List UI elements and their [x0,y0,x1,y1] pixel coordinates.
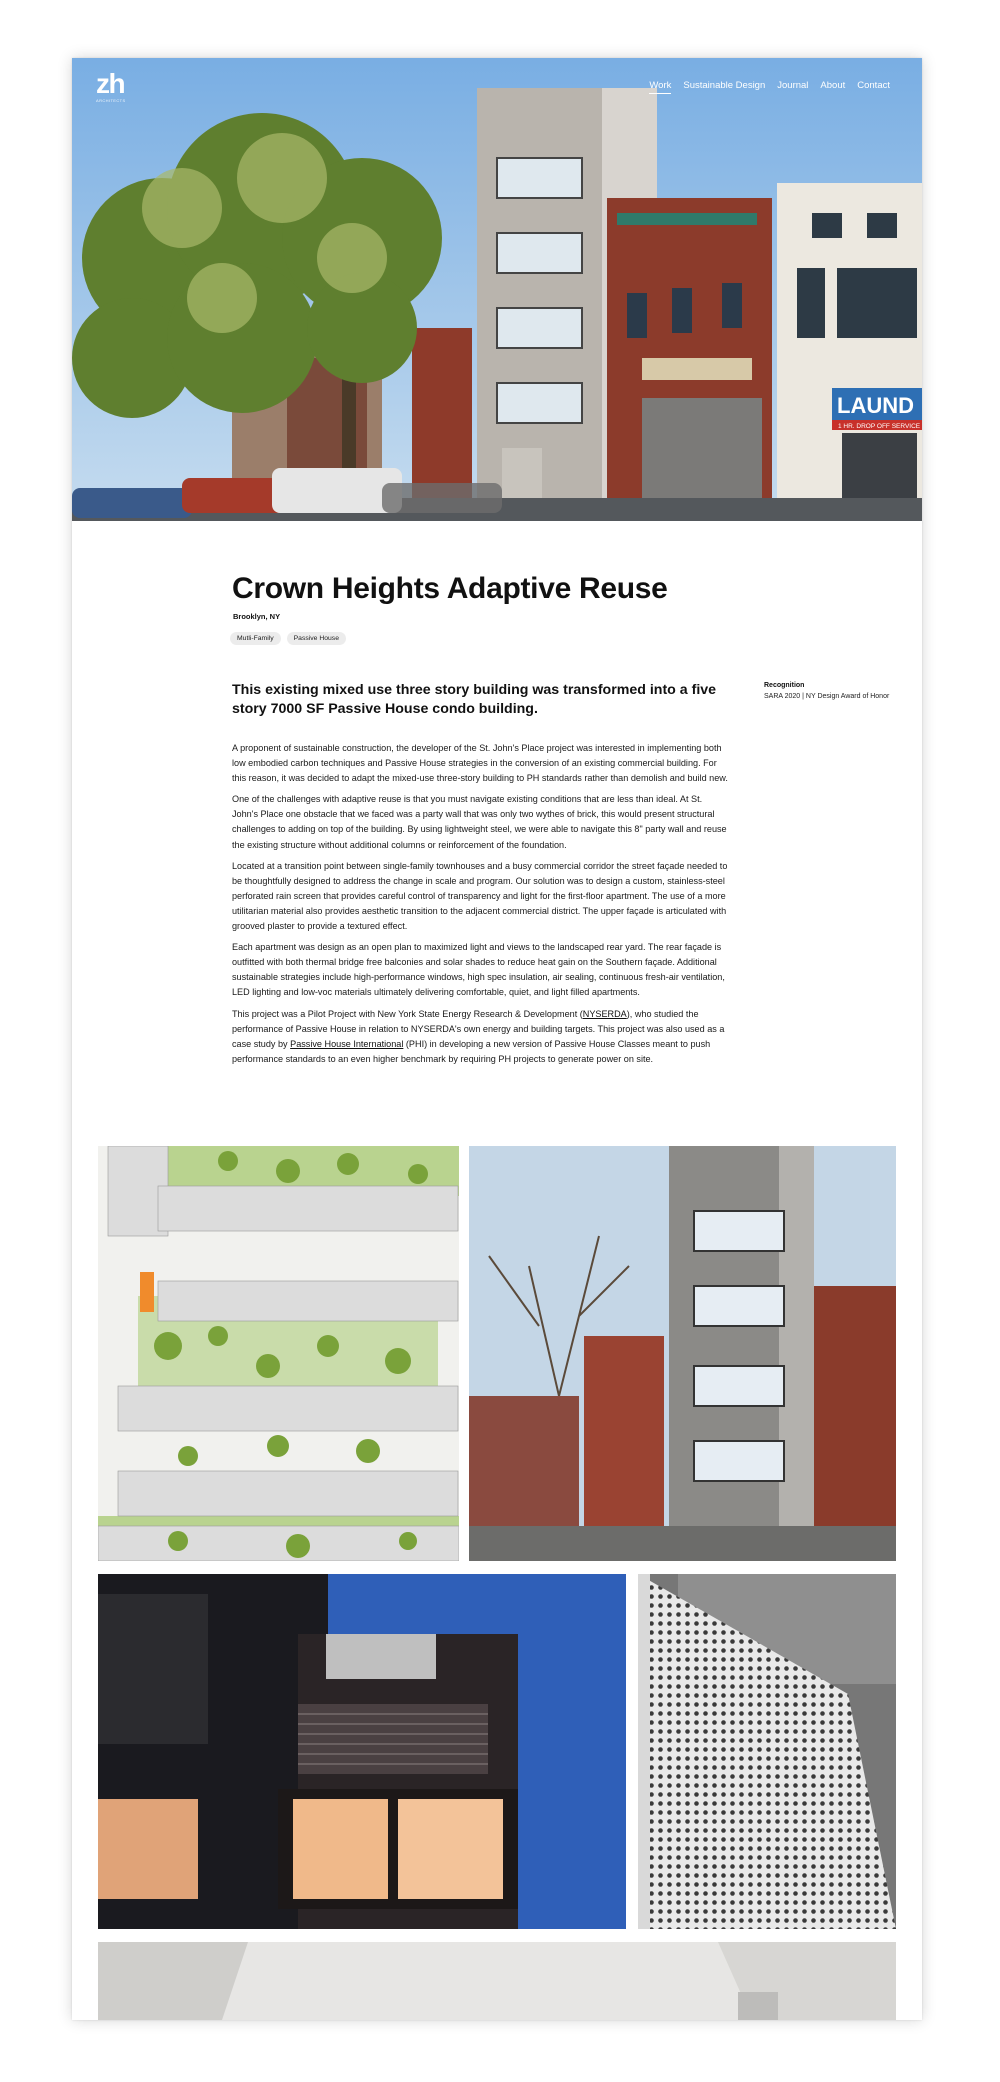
tag-passive-house[interactable]: Passive House [287,632,346,645]
nav-work[interactable]: Work [649,80,671,94]
paragraph-5-text-b: ), who studied the performance of Passive House in relation to NYSERDA's own energy and building targets. This project was also used as a case study by [232,1008,725,1049]
nav-journal[interactable]: Journal [777,80,809,91]
nyserda-link[interactable]: NYSERDA [582,1008,627,1019]
recognition-block [764,682,904,700]
project-description [232,741,729,1073]
gallery-rear-balconies[interactable] [98,1574,626,1929]
recognition-heading: Recognition [764,682,805,689]
main-nav [649,80,890,94]
gallery-site-plan[interactable] [98,1146,459,1561]
gallery-interior[interactable] [98,1942,896,2020]
recognition-item: SARA 2020 | NY Design Award of Honor [764,693,890,700]
laundry-sign: LAUND [837,393,914,418]
hero-street-photo [72,58,922,521]
gallery-perforated-screen[interactable] [638,1574,896,1929]
paragraph-1: A proponent of sustainable construction, the developer of the St. John's Place project was interested in implementing both low embodied carbon techniques and Passive House strategies in the conversion of an existing commercial building. For this reason, it was decided to adapt the mixed-use three-story building to PH standards rather than demolish and build new. [232,743,728,784]
logo-mark: zh [96,68,125,99]
paragraph-5 [232,1007,729,1067]
hero-image [72,58,922,521]
nav-contact[interactable]: Contact [857,80,890,91]
perforated-screen-photo [638,1574,896,1929]
paragraph-2: One of the challenges with adaptive reuse is that you must navigate existing conditions that are less than ideal. At St. John's Place one obstacle that we faced was a party wall that was only two wythes of brick, this would present structural challenges to adding on top of the building. By using lightweight steel, we were able to navigate this 8" party wall and reuse the existing structure without additional columns or reinforcement of the foundation. [232,794,727,850]
project-location: Brooklyn, NY [233,612,281,621]
interior-photo [98,1942,896,2020]
paragraph-3: Located at a transition point between single-family townhouses and a busy commercial corridor the street façade needed to be thoughtfully designed to address the change in scale and program. Our solution was to design a custom, stainless-steel perforated rain screen that provides careful control of transparency and light for the first-floor apartment. The use of a more utilitarian material also provides aesthetic transition to the adjacent commercial district. The upper façade is articulated with grooved plaster to provide a textured effect. [232,860,728,932]
phi-link[interactable]: Passive House International [290,1038,404,1049]
nav-about[interactable]: About [820,80,846,91]
gallery-facade-photo[interactable] [469,1146,896,1561]
nav-sustainable-design[interactable]: Sustainable Design [683,80,766,91]
paragraph-5-text-a: This project was a Pilot Project with New York State Energy Research & Development ( [232,1008,583,1019]
logo-subtitle: ARCHITECTS [96,98,126,103]
paragraph-4: Each apartment was design as an open plan to maximized light and views to the landscaped rear yard. The rear façade is outfitted with both thermal bridge free balconies and solar shades to reduce heat gain on the Southern façade. Additional sustainable strategies include high-performance windows, high spec insulation, air sealing, continuous fresh-air ventilation, LED lighting and low-voc materials ultimately delivering comfortable, quiet, and light filled apartments. [232,942,725,998]
project-tags [230,632,346,645]
paragraph-5-text-c: (PHI) in developing a new version of Passive House Classes meant to push performance standards to an even higher benchmark by requiring PH projects to generate power on site. [232,1038,711,1064]
project-lead: This existing mixed use three story building was transformed into a five story 7000 SF Passive House condo building. [232,682,717,717]
facade-photo [469,1146,896,1561]
project-title: Crown Heights Adaptive Reuse [232,572,668,605]
brand-logo[interactable] [96,70,126,103]
tag-multi-family[interactable]: Mutli-Family [230,632,281,645]
laundry-sign-sub: 1 HR. DROP OFF SERVICE [838,423,921,430]
site-plan-drawing [98,1146,459,1561]
rear-balconies-photo [98,1574,626,1929]
page-sheet [72,58,922,2020]
